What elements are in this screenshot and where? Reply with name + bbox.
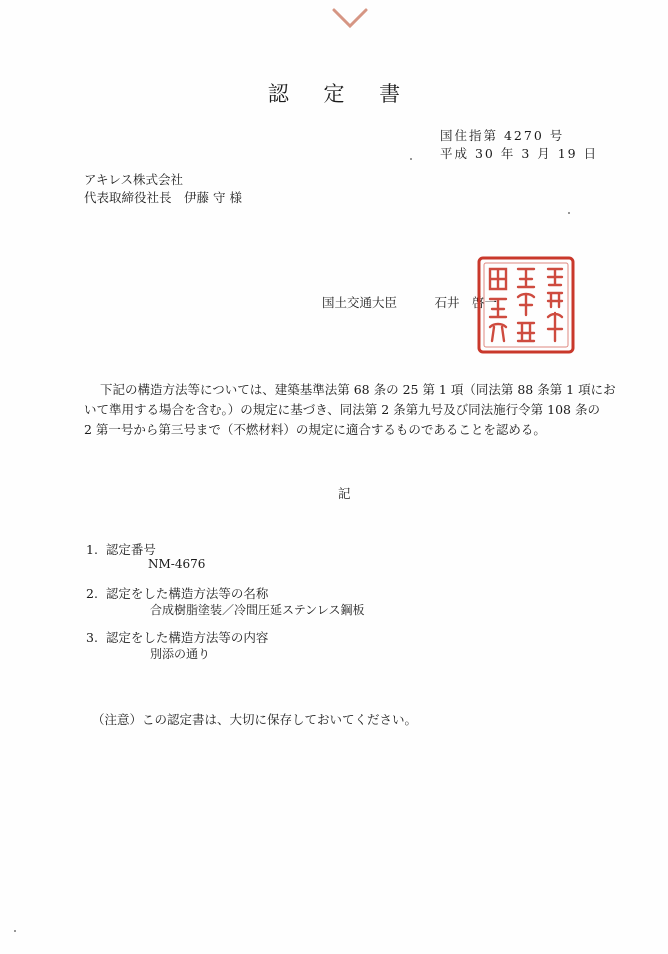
issuer-name: 石井 啓一 — [434, 295, 498, 310]
document-number: 国住指第 4270 号 — [440, 128, 565, 143]
caution-note: （注意）この認定書は、大切に保存しておいてください。 — [92, 712, 418, 727]
item-2-value: 合成樹脂塗装／冷間圧延ステンレス鋼板 — [150, 603, 365, 617]
official-seal — [476, 255, 576, 355]
scan-speck — [568, 212, 570, 214]
document-title: 認 定 書 — [267, 82, 415, 106]
staple-mark — [330, 4, 370, 32]
body-line-1: 下記の構造方法等については、建築基準法第 68 条の 25 第 1 項（同法第 88 条第 1 項にお — [100, 382, 616, 397]
item-3-label: 3. 認定をした構造方法等の内容 — [86, 630, 269, 645]
body-line-3: 2 第一号から第三号まで（不燃材料）の規定に適合するものであることを認める。 — [84, 422, 546, 437]
item-1-value: NM-4676 — [148, 557, 206, 571]
body-line-2: いて準用する場合を含む。）の規定に基づき、同法第 2 条第九号及び同法施行令第 108 条の — [84, 402, 600, 417]
scan-speck — [410, 158, 412, 160]
issuer-office: 国土交通大臣 — [322, 295, 398, 310]
addressee-representative: 代表取締役社長 伊藤 守 様 — [84, 190, 242, 205]
addressee-company: アキレス株式会社 — [84, 172, 184, 187]
item-2-label: 2. 認定をした構造方法等の名称 — [86, 586, 269, 601]
item-1-label: 1. 認定番号 — [86, 542, 156, 557]
scan-speck — [14, 930, 16, 932]
ki-heading: 記 — [338, 486, 351, 501]
issue-date: 平成 30 年 3 月 19 日 — [440, 146, 599, 161]
issuer-line — [322, 293, 497, 311]
item-3-value: 別添の通り — [150, 647, 211, 661]
